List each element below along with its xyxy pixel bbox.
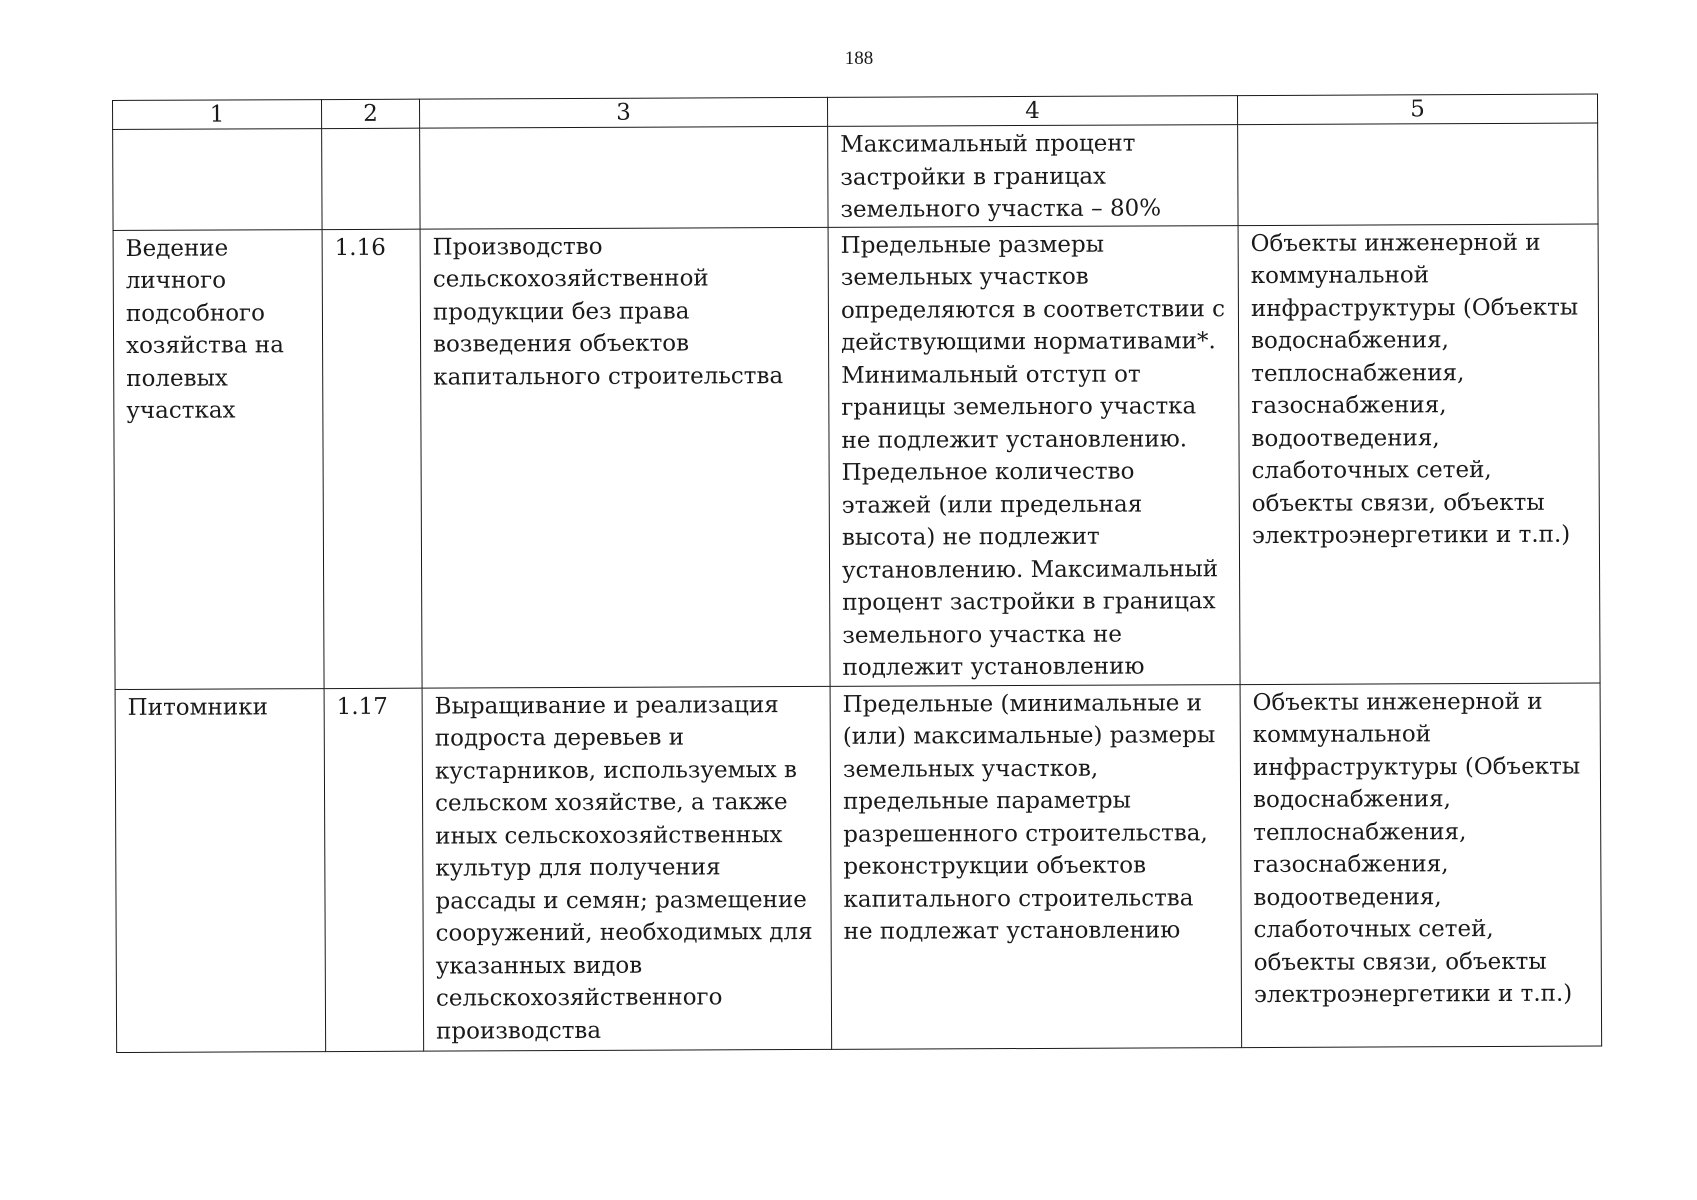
- document-table: [112, 94, 1602, 1053]
- column-header-2: 2: [322, 99, 420, 128]
- cell-parameters: Максимальный процент застройки в границах земельного участка – 80%: [828, 125, 1238, 227]
- cell-name: Ведение личного подсобного хозяйства на полевых участках: [113, 229, 324, 689]
- cell-objects: Объекты инженерной и коммунальной инфраструктуры (Объекты водоснабжения, теплоснабжения, газоснабжения, водоотведения, слаботочных сетей, объекты связи, объекты электроэнергетики и т.п.): [1238, 224, 1600, 685]
- cell-parameters: Предельные размеры земельных участков определяются в соответствии с действующими нормативами*. Минимальный отступ от границы земельного участка не подлежит установлению. Предельное количество этажей (или предельная высота) не подлежит установлению. Максимальный процент застройки в границах земельного участка не подлежит установлению: [828, 225, 1240, 686]
- cell-code: 1.17: [324, 688, 424, 1051]
- table-row: [115, 683, 1602, 1052]
- cell-description: Производство сельскохозяйственной продукции без права возведения объектов капитального строительства: [420, 227, 830, 688]
- cell-objects: Объекты инженерной и коммунальной инфраструктуры (Объекты водоснабжения, теплоснабжения, газоснабжения, водоотведения, слаботочных сетей, объекты связи, объекты электроэнергетики и т.п.): [1240, 683, 1602, 1048]
- table-row: [113, 123, 1598, 230]
- page-number: 188: [844, 48, 874, 69]
- column-header-4: 4: [827, 96, 1237, 127]
- cell-code: [322, 128, 420, 229]
- table-row: [113, 224, 1600, 689]
- document-table-container: [112, 94, 1601, 1053]
- column-header-5: 5: [1237, 94, 1597, 125]
- column-header-3: 3: [419, 97, 827, 128]
- cell-objects: [1238, 123, 1598, 225]
- cell-description: [420, 126, 828, 228]
- cell-name: [113, 129, 322, 230]
- cell-name: Питомники: [115, 688, 326, 1052]
- column-header-1: 1: [113, 100, 322, 130]
- cell-description: Выращивание и реализация подроста деревьев и кустарников, используемых в сельском хозяйстве, а также иных сельскохозяйственных культур для получения рассады и семян; размещение сооружений, необходимых для указанных видов сельскохозяйственного производства: [422, 686, 832, 1051]
- cell-code: 1.16: [322, 229, 422, 688]
- cell-parameters: Предельные (минимальные и (или) максимальные) размеры земельных участков, предельные параметры разрешенного строительства, реконструкции объектов капитального строительства не подлежат установлению: [830, 684, 1242, 1049]
